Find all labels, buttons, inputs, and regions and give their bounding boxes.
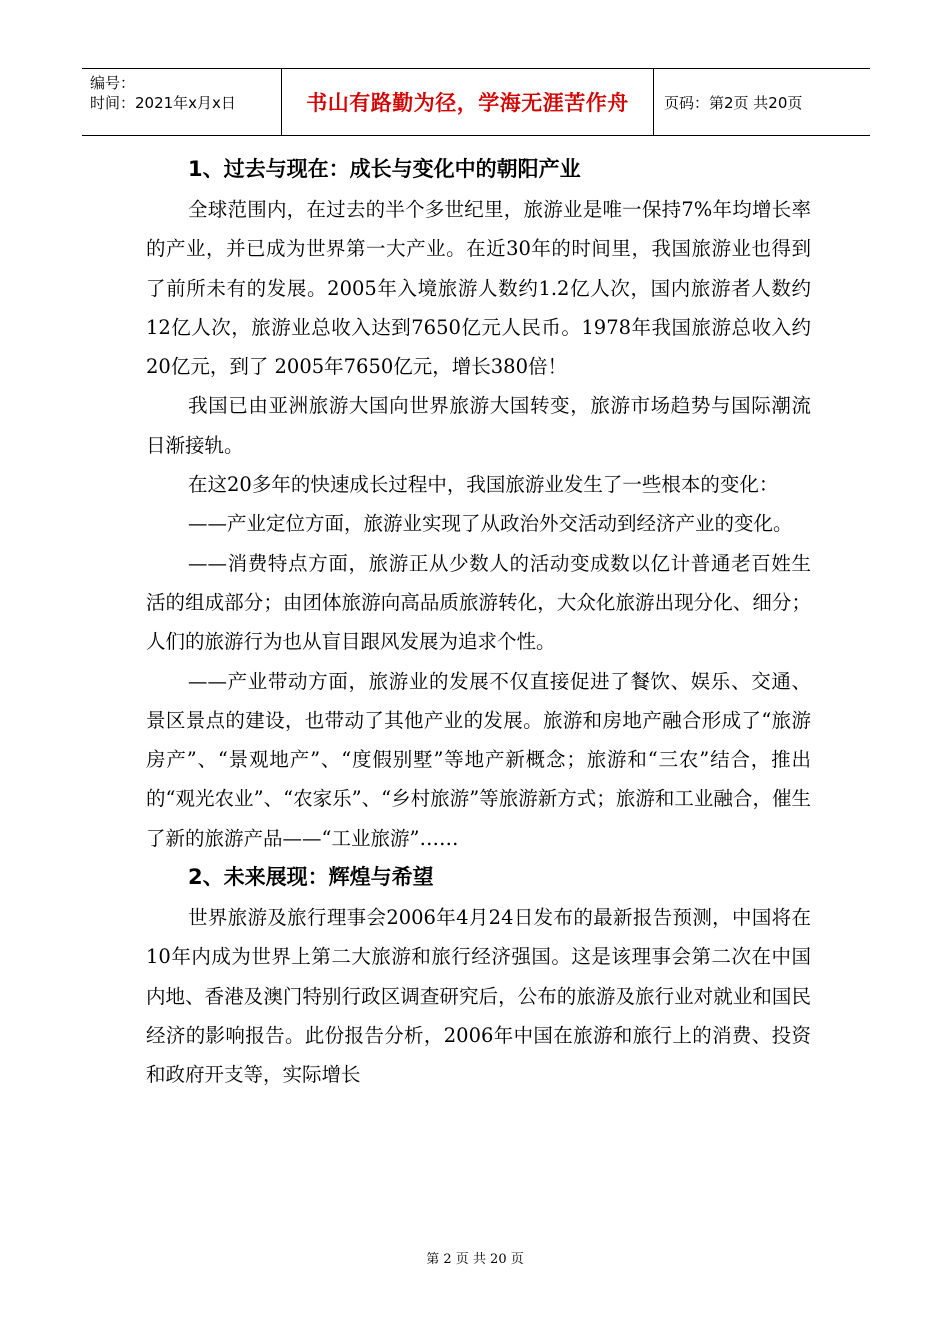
paragraph: ——产业带动方面，旅游业的发展不仅直接促进了餐饮、娱乐、交通、景区景点的建设，也带动了其他产业的发展。旅游和房地产融合形成了“旅游房产”、“景观地产”、“度假别墅”等地产新概念；旅游和“三农”结合，推出的“观光农业”、“农家乐”、“乡村旅游”等旅游新方式；旅游和工业融合，催生了新的旅游产品——“工业旅游”……	[146, 669, 811, 850]
header-meta	[82, 69, 282, 135]
paragraph: ——消费特点方面，旅游正从少数人的活动变成数以亿计普通老百姓生活的组成部分；由团体旅游向高品质旅游转化，大众化旅游出现分化、细分；人们的旅游行为也从盲目跟风发展为追求个性。	[146, 551, 811, 654]
paragraph: 在这20多年的快速成长过程中，我国旅游业发生了一些根本的变化：	[188, 473, 779, 497]
document-header	[82, 68, 870, 136]
document-time-label: 时间：2021年x月x日	[90, 94, 236, 112]
section-heading-2: 2、未来展现：辉煌与希望	[188, 865, 434, 890]
paragraph: ——产业定位方面，旅游业实现了从政治外交活动到经济产业的变化。	[188, 512, 793, 536]
paragraph: 我国已由亚洲旅游大国向世界旅游大国转变，旅游市场趋势与国际潮流日渐接轨。	[146, 394, 811, 457]
section-heading-1: 1、过去与现在：成长与变化中的朝阳产业	[188, 157, 581, 181]
paragraph: 世界旅游及旅行理事会2006年4月24日发布的最新报告预测，中国将在10年内成为世界上第二大旅游和旅行经济强国。这是该理事会第二次在中国内地、香港及澳门特别行政区调查研究后，公布的旅游及旅行业对就业和国民经济的影响报告。此份报告分析，2006年中国在旅游和旅行上的消费、投资和政府开支等，实际增长	[146, 906, 811, 1087]
document-body	[146, 150, 811, 1095]
page-footer: 第 2 页 共 20 页	[426, 1252, 524, 1267]
paragraph: 全球范围内，在过去的半个多世纪里，旅游业是唯一保持7%年均增长率的产业，并已成为世界第一大产业。在近30年的时间里，我国旅游业也得到了前所未有的发展。2005年入境旅游人数约1.2亿人次，国内旅游者人数约12亿人次，旅游业总收入达到7650亿元人民币。1978年我国旅游总收入约20亿元，到了 2005年7650亿元，增长380倍！	[146, 198, 811, 379]
document-number-label: 编号：	[90, 74, 136, 92]
header-motto: 书山有路勤为径，学海无涯苦作舟	[282, 69, 654, 135]
header-page-info: 页码：第2页 共20页	[664, 93, 803, 112]
